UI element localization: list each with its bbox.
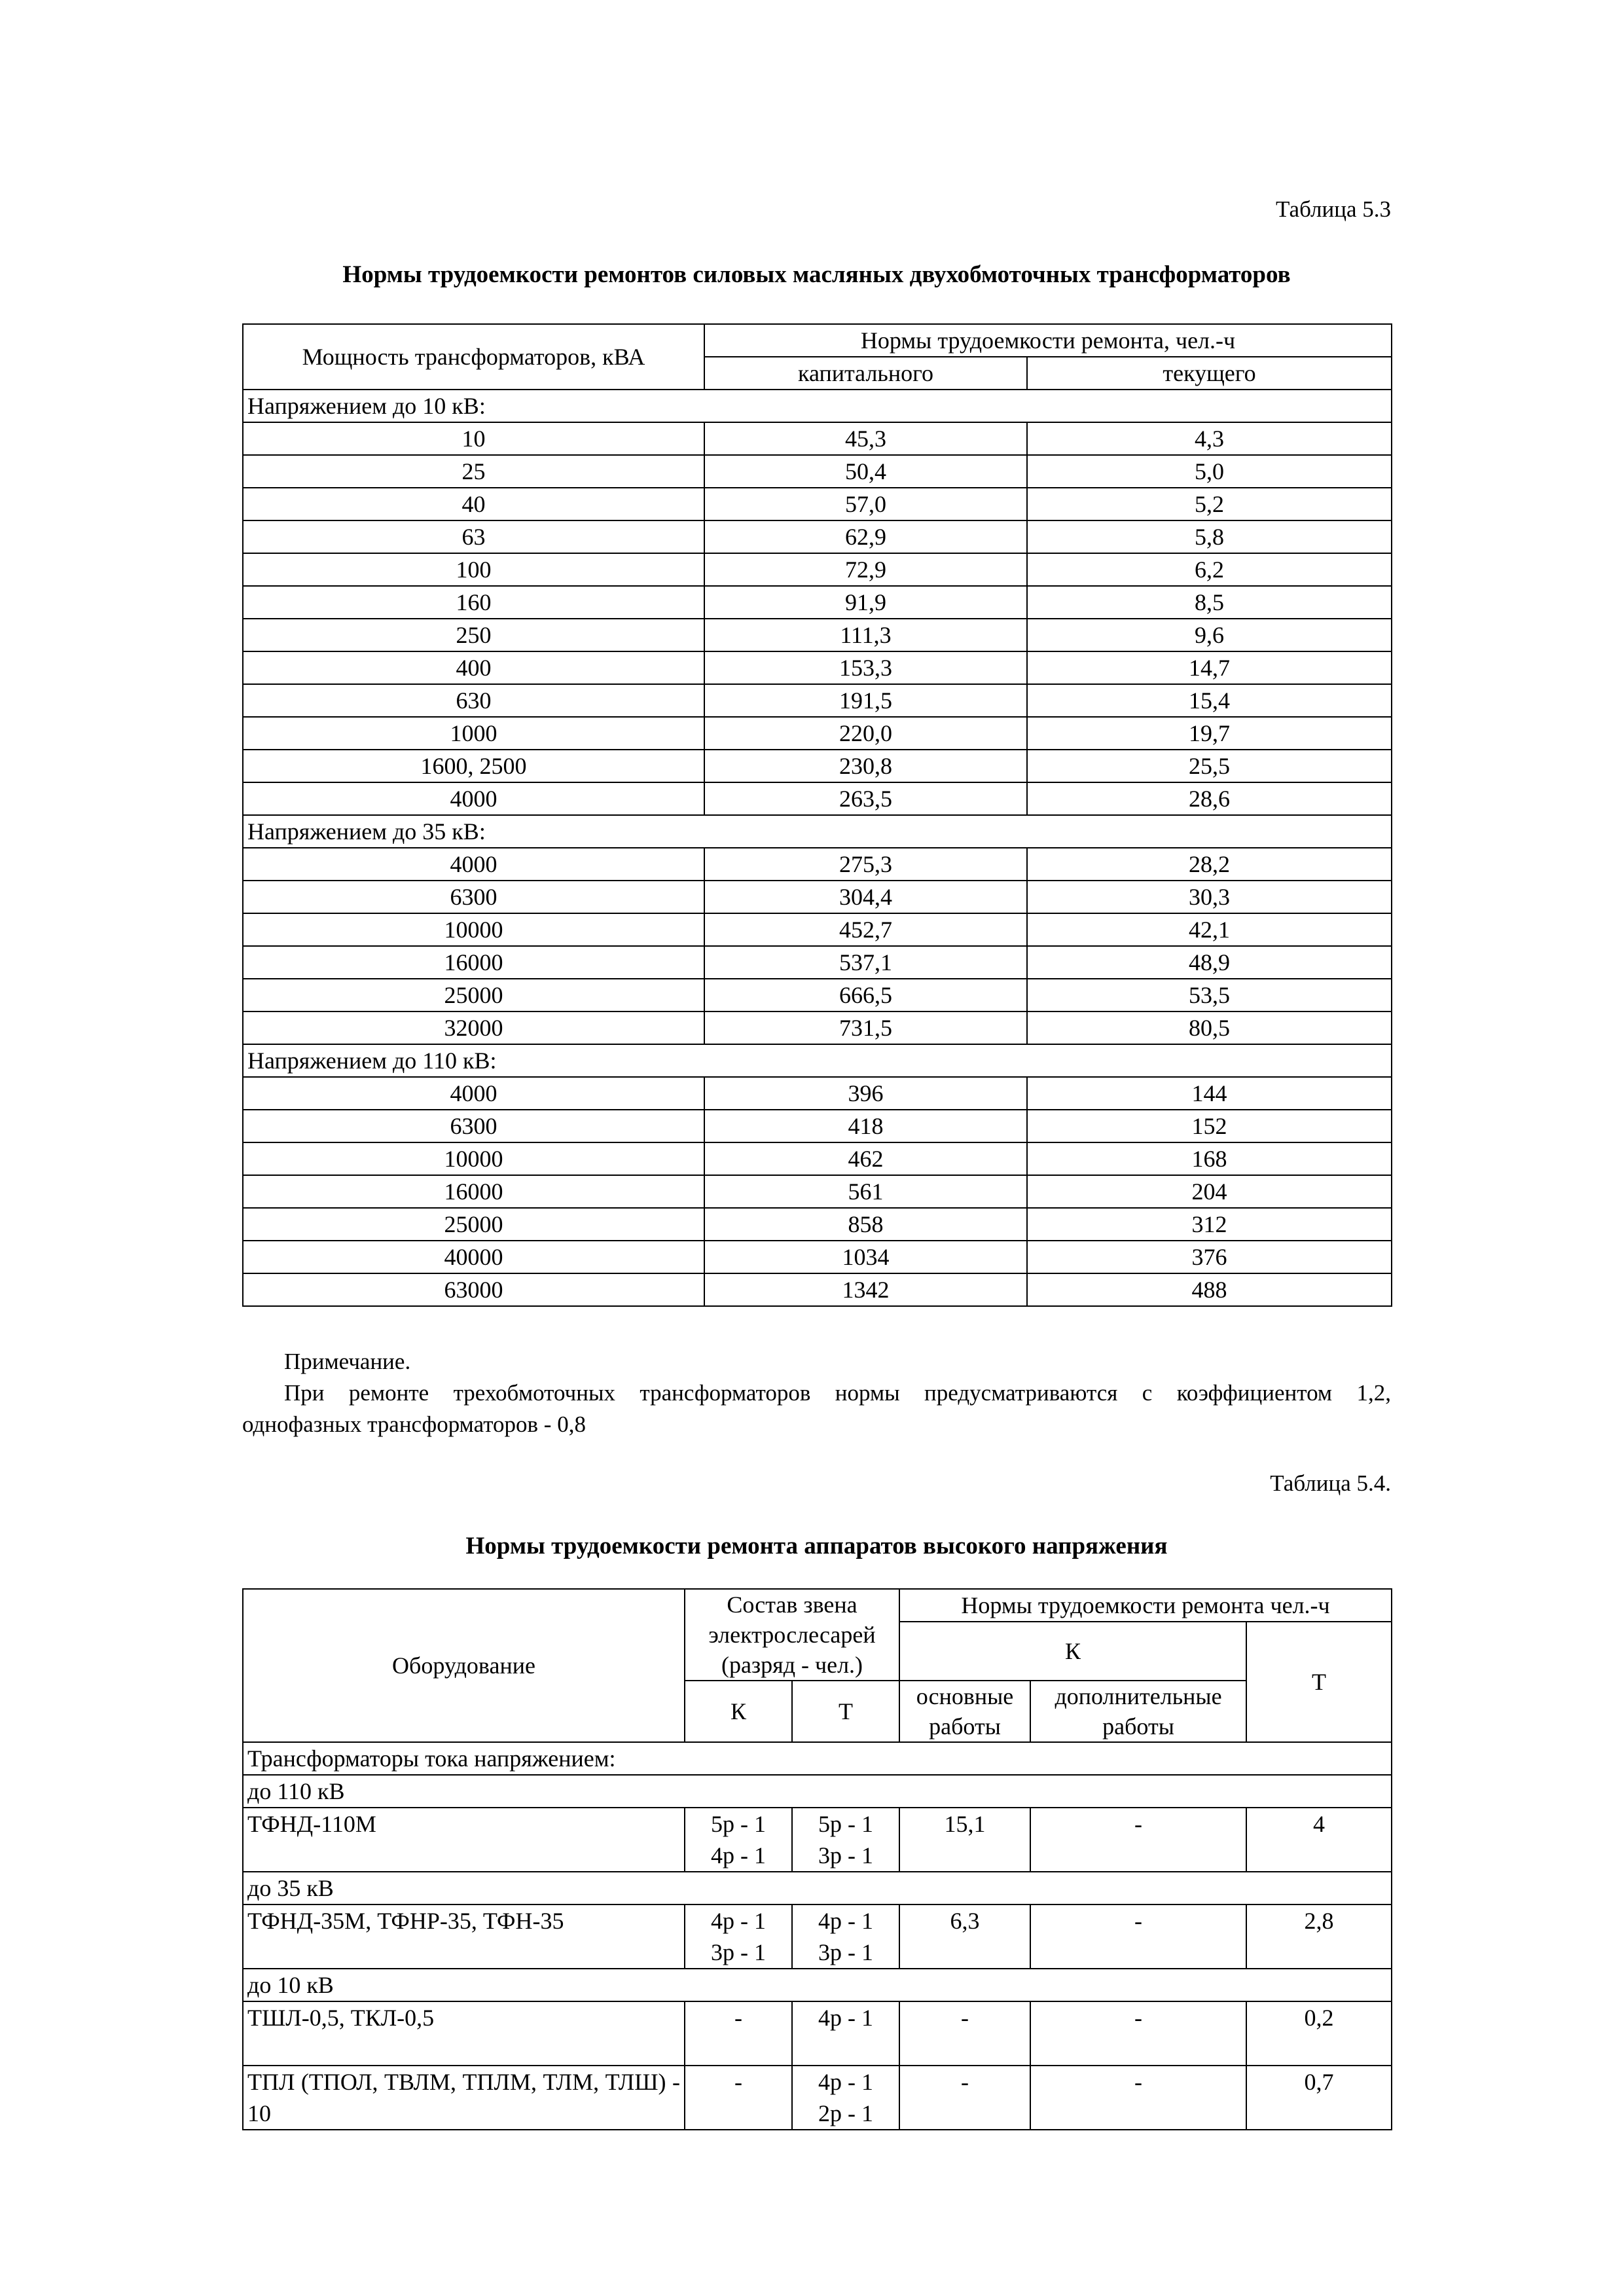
table-row: [243, 848, 1392, 881]
section-row: [243, 390, 1392, 422]
cell-current: 9,6: [1027, 619, 1392, 651]
cell-current: 53,5: [1027, 979, 1392, 1011]
cell-capital: 220,0: [704, 717, 1027, 750]
table-group-row: [243, 1742, 1392, 1775]
table-row: [243, 2001, 1392, 2066]
table-row: [243, 979, 1392, 1011]
header-equipment: Оборудование: [243, 1589, 685, 1742]
cell-power: 1000: [243, 717, 704, 750]
cell-current: 14,7: [1027, 651, 1392, 684]
header-crew-t: Т: [792, 1681, 899, 1742]
header-norms: Нормы трудоемкости ремонта, чел.-ч: [704, 324, 1392, 357]
cell-capital: 1342: [704, 1273, 1027, 1306]
cell-power: 63000: [243, 1273, 704, 1306]
cell-power: 16000: [243, 946, 704, 979]
table-row: [243, 1241, 1392, 1273]
cell-current: 48,9: [1027, 946, 1392, 979]
section-row: [243, 1969, 1392, 2001]
header-t-norms: Т: [1246, 1622, 1392, 1742]
cell-current: 19,7: [1027, 717, 1392, 750]
cell-capital: 304,4: [704, 881, 1027, 913]
crew-line: 4р - 1: [711, 1842, 766, 1868]
header-extra-work-line-1: дополнительные: [1055, 1683, 1222, 1709]
table-row: [243, 717, 1392, 750]
table-header-row: [243, 1589, 1392, 1622]
cell-power: 16000: [243, 1175, 704, 1208]
table-row: [243, 488, 1392, 520]
table-row: [243, 913, 1392, 946]
cell-current: 312: [1027, 1208, 1392, 1241]
section-row: [243, 1872, 1392, 1904]
table-5-4-title: Нормы трудоемкости ремонта аппаратов высокого напряжения: [465, 1533, 1168, 1559]
crew-line: 5р - 1: [711, 1811, 766, 1837]
crew-line: 4р - 1: [818, 2069, 873, 2095]
cell-current: 15,4: [1027, 684, 1392, 717]
cell-extra-work: -: [1030, 2001, 1246, 2066]
cell-current: 4,3: [1027, 422, 1392, 455]
table-5-4: [242, 1588, 1392, 2130]
cell-power: 32000: [243, 1011, 704, 1044]
cell-power: 250: [243, 619, 704, 651]
table-row: [243, 586, 1392, 619]
table-row: [243, 782, 1392, 815]
cell-crew-k: [685, 1904, 792, 1969]
table-row: [243, 455, 1392, 488]
table-row: [243, 881, 1392, 913]
cell-power: 4000: [243, 782, 704, 815]
cell-capital: 263,5: [704, 782, 1027, 815]
group-label: Трансформаторы тока напряжением:: [243, 1742, 1392, 1775]
cell-equipment: ТФНД-110М: [243, 1808, 685, 1872]
cell-capital: 191,5: [704, 684, 1027, 717]
cell-capital: 50,4: [704, 455, 1027, 488]
table-row: [243, 946, 1392, 979]
cell-crew-k: [685, 2001, 792, 2066]
cell-current: 30,3: [1027, 881, 1392, 913]
header-current: текущего: [1027, 357, 1392, 390]
table-row: [243, 2066, 1392, 2130]
header-crew: Состав звена электрослесарей (разряд - чел.): [685, 1589, 899, 1681]
table-row: [243, 1904, 1392, 1969]
cell-power: 25000: [243, 979, 704, 1011]
table-row: [243, 1142, 1392, 1175]
cell-power: 63: [243, 520, 704, 553]
cell-power: 4000: [243, 848, 704, 881]
section-row: [243, 1775, 1392, 1808]
cell-t-norm: 0,2: [1246, 2001, 1392, 2066]
cell-crew-t: [792, 2066, 899, 2130]
table-row: [243, 619, 1392, 651]
section-label: Напряжением до 35 кВ:: [243, 815, 1392, 848]
cell-capital: 57,0: [704, 488, 1027, 520]
crew-line: 3р - 1: [711, 1939, 766, 1965]
cell-current: 25,5: [1027, 750, 1392, 782]
cell-extra-work: -: [1030, 2066, 1246, 2130]
cell-capital: 537,1: [704, 946, 1027, 979]
cell-extra-work: -: [1030, 1904, 1246, 1969]
table-row: [243, 684, 1392, 717]
cell-crew-k: [685, 1808, 792, 1872]
header-k-norms: К: [899, 1622, 1246, 1681]
cell-current: 80,5: [1027, 1011, 1392, 1044]
table-5-4-body: [243, 1589, 1392, 2130]
cell-t-norm: 0,7: [1246, 2066, 1392, 2130]
crew-line: 4р - 1: [818, 2005, 873, 2031]
cell-current: 488: [1027, 1273, 1392, 1306]
cell-power: 6300: [243, 881, 704, 913]
crew-line: 5р - 1: [818, 1811, 873, 1837]
cell-power: 100: [243, 553, 704, 586]
crew-line: -: [734, 2069, 742, 2095]
table-row: [243, 1208, 1392, 1241]
cell-power: 40: [243, 488, 704, 520]
table-row: [243, 422, 1392, 455]
section-label: до 110 кВ: [243, 1775, 1392, 1808]
table-row: [243, 1175, 1392, 1208]
cell-capital: 45,3: [704, 422, 1027, 455]
header-power: Мощность трансформаторов, кВА: [243, 324, 704, 390]
cell-main-work: 6,3: [899, 1904, 1030, 1969]
section-label: до 10 кВ: [243, 1969, 1392, 2001]
cell-equipment: ТПЛ (ТПОЛ, ТВЛМ, ТПЛМ, ТЛМ, ТЛШ) - 10: [243, 2066, 685, 2130]
cell-capital: 731,5: [704, 1011, 1027, 1044]
section-row: [243, 815, 1392, 848]
note-line-2: однофазных трансформаторов - 0,8: [242, 1412, 586, 1437]
cell-capital: 418: [704, 1110, 1027, 1142]
crew-line: 3р - 1: [818, 1842, 873, 1868]
cell-crew-k: [685, 2066, 792, 2130]
cell-equipment: ТФНД-35М, ТФНР-35, ТФН-35: [243, 1904, 685, 1969]
table-row: [243, 1110, 1392, 1142]
cell-main-work: 15,1: [899, 1808, 1030, 1872]
cell-power: 25: [243, 455, 704, 488]
cell-capital: 561: [704, 1175, 1027, 1208]
table-row: [243, 520, 1392, 553]
cell-equipment: ТШЛ-0,5, ТКЛ-0,5: [243, 2001, 685, 2066]
cell-main-work: -: [899, 2066, 1030, 2130]
cell-power: 400: [243, 651, 704, 684]
cell-capital: 275,3: [704, 848, 1027, 881]
cell-capital: 452,7: [704, 913, 1027, 946]
table-row: [243, 1273, 1392, 1306]
cell-extra-work: -: [1030, 1808, 1246, 1872]
crew-line: 4р - 1: [711, 1908, 766, 1934]
header-main-work-line-2: работы: [929, 1713, 1001, 1740]
cell-current: 42,1: [1027, 913, 1392, 946]
cell-capital: 153,3: [704, 651, 1027, 684]
cell-capital: 1034: [704, 1241, 1027, 1273]
section-label: до 35 кВ: [243, 1872, 1392, 1904]
header-norms: Нормы трудоемкости ремонта чел.-ч: [899, 1589, 1392, 1622]
table-5-3-label: Таблица 5.3: [1276, 196, 1391, 222]
cell-t-norm: 4: [1246, 1808, 1392, 1872]
header-capital: капитального: [704, 357, 1027, 390]
cell-t-norm: 2,8: [1246, 1904, 1392, 1969]
cell-crew-t: [792, 1808, 899, 1872]
cell-power: 4000: [243, 1077, 704, 1110]
cell-power: 10: [243, 422, 704, 455]
cell-power: 630: [243, 684, 704, 717]
cell-current: 152: [1027, 1110, 1392, 1142]
cell-crew-t: [792, 1904, 899, 1969]
header-extra-work-line-2: работы: [1102, 1713, 1174, 1740]
header-main-work: [899, 1681, 1030, 1742]
cell-capital: 91,9: [704, 586, 1027, 619]
cell-capital: 858: [704, 1208, 1027, 1241]
cell-current: 144: [1027, 1077, 1392, 1110]
cell-power: 10000: [243, 1142, 704, 1175]
crew-line: 3р - 1: [818, 1939, 873, 1965]
note-line-1: При ремонте трехобмоточных трансформаторов нормы предусматриваются с коэффициентом 1,2,: [284, 1380, 1391, 1406]
cell-power: 160: [243, 586, 704, 619]
table-row: [243, 651, 1392, 684]
cell-current: 5,0: [1027, 455, 1392, 488]
crew-line: 2р - 1: [818, 2100, 873, 2126]
cell-current: 8,5: [1027, 586, 1392, 619]
table-5-3-body: [243, 324, 1392, 1306]
note-block: [242, 1346, 1391, 1440]
table-5-3: [242, 323, 1392, 1307]
table-row: [243, 1011, 1392, 1044]
section-row: [243, 1044, 1392, 1077]
cell-capital: 111,3: [704, 619, 1027, 651]
cell-power: 40000: [243, 1241, 704, 1273]
cell-capital: 72,9: [704, 553, 1027, 586]
section-label: Напряжением до 110 кВ:: [243, 1044, 1392, 1077]
table-row: [243, 1077, 1392, 1110]
cell-capital: 62,9: [704, 520, 1027, 553]
cell-current: 5,2: [1027, 488, 1392, 520]
header-extra-work: [1030, 1681, 1246, 1742]
cell-main-work: -: [899, 2001, 1030, 2066]
table-5-4-label: Таблица 5.4.: [1270, 1470, 1391, 1496]
section-label: Напряжением до 10 кВ:: [243, 390, 1392, 422]
cell-current: 6,2: [1027, 553, 1392, 586]
header-crew-k: К: [685, 1681, 792, 1742]
cell-power: 6300: [243, 1110, 704, 1142]
table-5-3-title: Нормы трудоемкости ремонтов силовых масляных двухобмоточных трансформаторов: [342, 261, 1291, 288]
cell-current: 28,2: [1027, 848, 1392, 881]
cell-capital: 462: [704, 1142, 1027, 1175]
cell-power: 1600, 2500: [243, 750, 704, 782]
table-header-row: [243, 324, 1392, 357]
cell-current: 5,8: [1027, 520, 1392, 553]
cell-current: 28,6: [1027, 782, 1392, 815]
cell-capital: 230,8: [704, 750, 1027, 782]
cell-power: 25000: [243, 1208, 704, 1241]
cell-power: 10000: [243, 913, 704, 946]
cell-capital: 666,5: [704, 979, 1027, 1011]
header-main-work-line-1: основные: [916, 1683, 1014, 1709]
crew-line: -: [734, 2005, 742, 2031]
cell-current: 376: [1027, 1241, 1392, 1273]
table-row: [243, 553, 1392, 586]
crew-line: 4р - 1: [818, 1908, 873, 1934]
cell-capital: 396: [704, 1077, 1027, 1110]
cell-current: 168: [1027, 1142, 1392, 1175]
note-heading: Примечание.: [284, 1349, 411, 1374]
cell-current: 204: [1027, 1175, 1392, 1208]
table-row: [243, 750, 1392, 782]
table-row: [243, 1808, 1392, 1872]
cell-crew-t: [792, 2001, 899, 2066]
